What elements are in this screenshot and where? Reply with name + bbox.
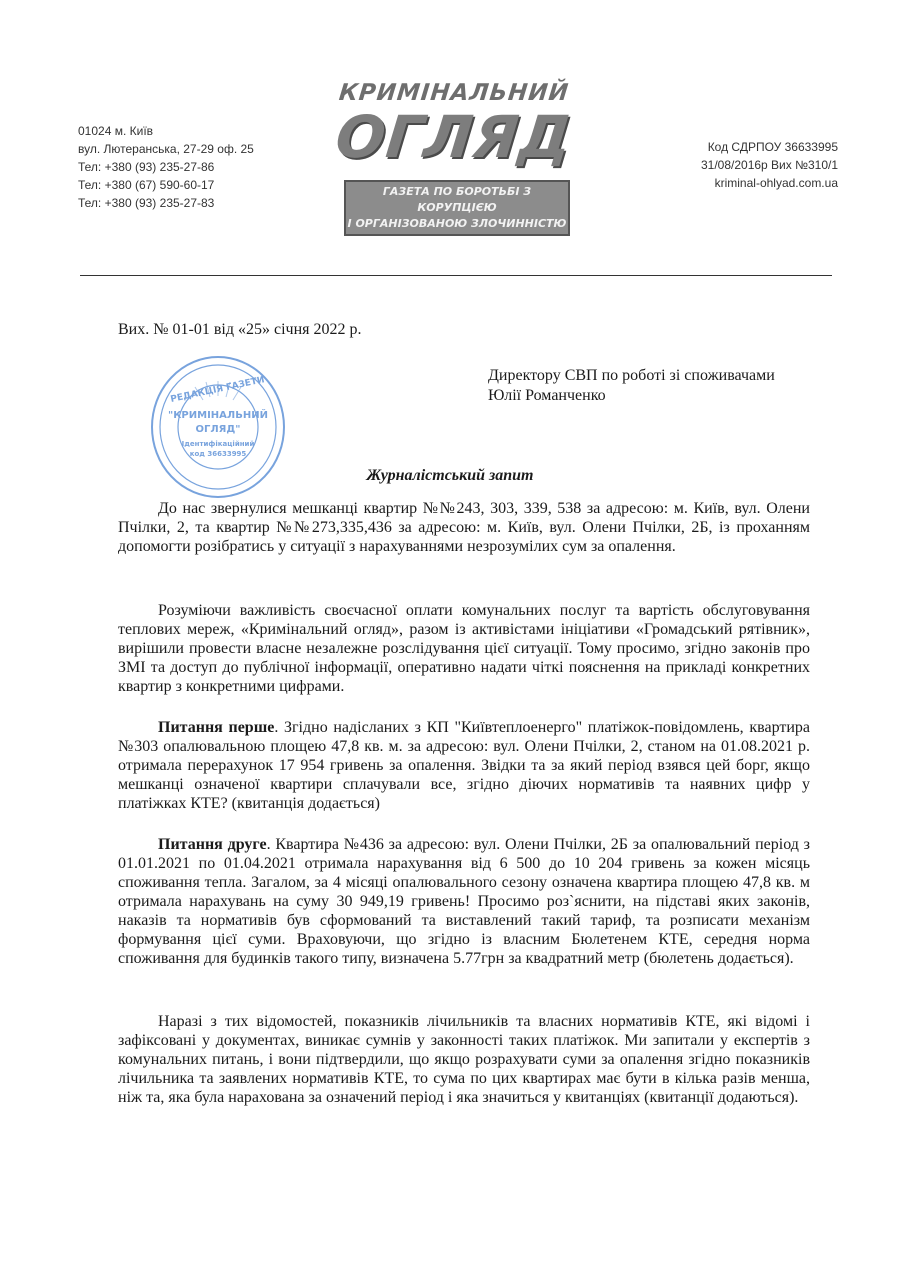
svg-text:ОГЛЯД": ОГЛЯД"	[195, 424, 241, 435]
paragraph-intro: До нас звернулися мешканці квартир №№243, 303, 339, 538 за адресою: м. Київ, вул. Олени Пчілки, 2, та квартир №№273,335,436 за адресою: м. Київ, вул. Олени Пчілки, 2Б, із проханням допомогти розібратись у ситуації з нарахуваннями незрозумілих сум за опалення.	[118, 500, 810, 555]
svg-text:код 36633995: код 36633995	[189, 450, 247, 458]
logo-main-word: ОГЛЯД	[332, 103, 576, 171]
header-divider	[80, 275, 832, 276]
svg-text:Ідентифікаційний: Ідентифікаційний	[181, 440, 255, 448]
sender-address	[78, 122, 254, 212]
svg-text:РЕДАКЦІЯ ГАЗЕТИ: РЕДАКЦІЯ ГАЗЕТИ	[169, 375, 266, 405]
svg-text:"КРИМІНАЛЬНИЙ: "КРИМІНАЛЬНИЙ	[168, 410, 268, 421]
edrpou-code: Код СДРПОУ 36633995	[707, 140, 838, 154]
tagline-line: І ОРГАНІЗОВАНОЮ ЗЛОЧИННІСТЮ	[347, 217, 567, 230]
address-line: вул. Лютеранська, 27-29 оф. 25	[78, 142, 254, 156]
tagline-line: ГАЗЕТА ПО БОРОТЬБІ З КОРУПЦІЄЮ	[382, 185, 532, 214]
question-two-text: . Квартира №436 за адресою: вул. Олени Пчілки, 2Б за опалювальний період з 01.01.2021 по 01.04.2021 отримала нарахування від 6 500 до 10 204 гривень за кожен місяць споживання тепла. Загалом, за 4 місяці опалювального сезону означена квартира площею 47,8 кв. м отримала нарахувань на суму 30 949,19 гривень! Просимо роз`яснити, на підставі яких законів, наказів та нормативів був сформований та виставлений такий тариф, та розписати механізм формування цієї суми. Враховуючи, що згідно із власним Бюлетенем КТЕ, середня норма споживання для будинків такого типу, визначена 5.77грн за квадратний метр (бюлетень додається).	[118, 836, 810, 967]
question-one-text: . Згідно надісланих з КП "Київтеплоенерго" платіжок-повідомлень, квартира №303 опалювальною площею 47,8 кв. м. за адресою: вул. Олени Пчілки, 2, станом на 01.08.2021 р. отримала перерахунок 17 954 гривень за опалення. Звідки та за який період взявся цей борг, якщо мешканці означеної квартири сплачували все, згідно діючих нормативів та наявних цифр у платіжках КТЕ? (квитанція додається)	[118, 719, 811, 812]
paragraph-purpose: Розуміючи важливість своєчасної оплати комунальних послуг та вартість обслуговування теплових мереж, «Кримінальний огляд», разом із активістами ініціативи «Громадський рятівник», вирішили провести власне незалежне розслідування цієї ситуації. Тому просимо, згідно законів про ЗМІ та доступ до публічної інформації, оперативно надати чіткі пояснення на прикладі конкретних квартир з конкретними цифрами.	[118, 602, 810, 695]
phone-line: Тел: +380 (67) 590-60-17	[78, 178, 215, 192]
recipient-block	[488, 366, 775, 406]
newspaper-logo	[334, 80, 574, 236]
phone-line: Тел: +380 (93) 235-27-86	[78, 160, 215, 174]
outgoing-number: Вих. № 01-01 від «25» січня 2022 р.	[118, 321, 362, 338]
address-line: 01024 м. Київ	[78, 124, 154, 138]
recipient-position: Директору СВП по роботі зі споживачами	[488, 367, 775, 384]
phone-line: Тел: +380 (93) 235-27-83	[78, 196, 215, 210]
paragraph-question-one	[118, 718, 810, 813]
registration-info	[701, 138, 838, 192]
document-title: Журналістський запит	[366, 467, 534, 484]
logo-top-word: КРИМІНАЛЬНИЙ	[337, 80, 571, 106]
question-two-label: Питання друге	[158, 836, 267, 853]
logo-tagline	[344, 180, 570, 236]
recipient-name: Юлії Романченко	[488, 387, 606, 404]
paragraph-conclusion: Наразі з тих відомостей, показників лічильників та власних нормативів КТЕ, які відомі і зафіксовані у документах, виникає сумнів у законності таких платіжок. Ми запитали у експертів з комунальних питань, і вони підтвердили, що якщо розрахувати суми за опалення згідно показників лічильника та заявлених нормативів КТЕ, то сума по цих квартирах має бути в кілька разів менша, ніж та, яка була нарахована за означений період і яка значиться у квитанціях (квитанції додаються).	[118, 1013, 810, 1106]
paragraph-question-two	[118, 835, 810, 968]
registration-ref: 31/08/2016р Вих №310/1	[700, 158, 838, 172]
question-one-label: Питання перше	[158, 719, 275, 736]
website-link[interactable]: kriminal-ohlyad.com.ua	[714, 176, 838, 190]
